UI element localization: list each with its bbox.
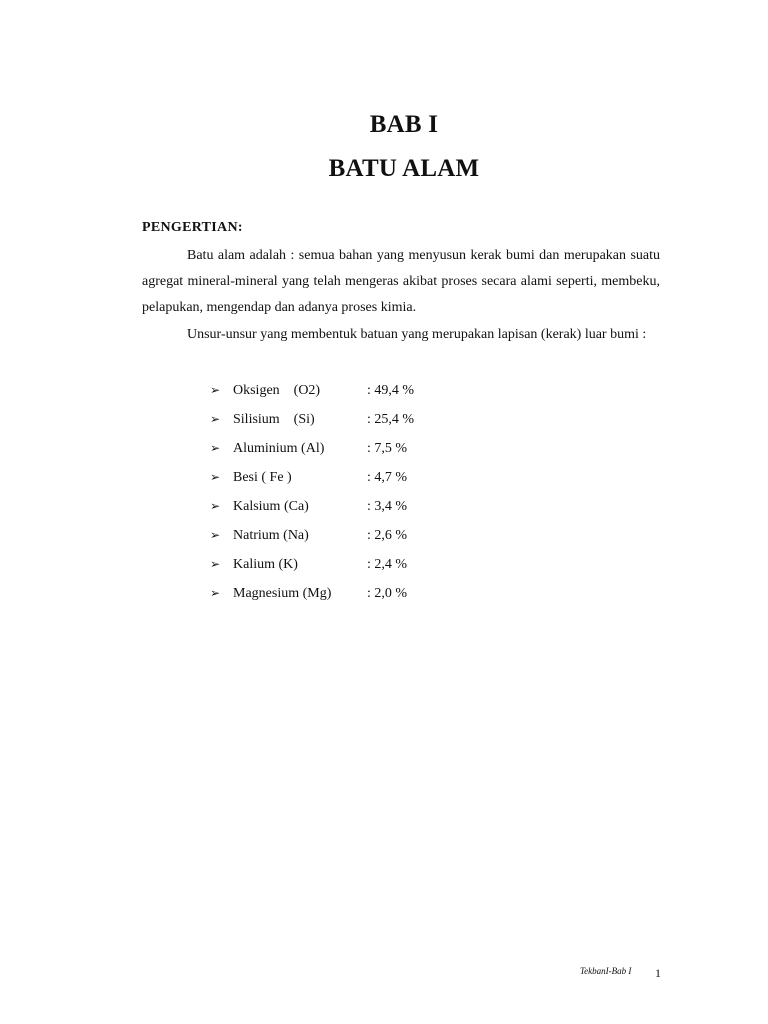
arrow-bullet-icon: ➢ (210, 470, 221, 484)
element-name: Kalium (K) (233, 557, 298, 572)
element-name: Magnesium (Mg) (233, 586, 332, 601)
element-percentage: : 3,4 % (367, 499, 408, 514)
list-item (210, 550, 510, 579)
element-percentage: : 25,4 % (367, 412, 415, 427)
element-percentage: : 7,5 % (367, 441, 408, 456)
element-name: Aluminium (Al) (233, 441, 325, 456)
list-item (210, 376, 510, 405)
list-item (210, 405, 510, 434)
list-item (210, 579, 510, 608)
list-item (210, 434, 510, 463)
element-name: Silisium (Si) (233, 412, 315, 427)
arrow-bullet-icon: ➢ (210, 383, 221, 397)
element-percentage: : 4,7 % (367, 470, 408, 485)
element-percentage: : 2,0 % (367, 586, 408, 601)
element-name: Kalsium (Ca) (233, 499, 309, 514)
list-item (210, 492, 510, 521)
element-name: Oksigen (O2) (233, 383, 321, 398)
paragraph-elements-intro: Unsur-unsur yang membentuk batuan yang merupakan lapisan (kerak) luar bumi : (187, 327, 647, 342)
list-item (210, 463, 510, 492)
footer-label: TekbanI-Bab I (580, 966, 632, 976)
paragraph-definition: Batu alam adalah : semua bahan yang menyusun kerak bumi dan merupakan suatu agregat mineral-mineral yang telah mengeras akibat proses secara alami seperti, membeku, pelapukan, mengendap dan adanya proses kimia. (142, 248, 660, 315)
element-name: Natrium (Na) (233, 528, 309, 543)
list-item (210, 521, 510, 550)
element-list (210, 376, 510, 608)
arrow-bullet-icon: ➢ (210, 557, 221, 571)
section-heading: PENGERTIAN: (142, 220, 243, 235)
arrow-bullet-icon: ➢ (210, 499, 221, 513)
arrow-bullet-icon: ➢ (210, 528, 221, 542)
element-name: Besi ( Fe ) (233, 470, 292, 485)
chapter-number: BAB I (369, 111, 439, 138)
page-number: 1 (655, 966, 661, 980)
chapter-title: BATU ALAM (328, 155, 480, 182)
element-percentage: : 2,4 % (367, 557, 408, 572)
arrow-bullet-icon: ➢ (210, 441, 221, 455)
arrow-bullet-icon: ➢ (210, 586, 221, 600)
arrow-bullet-icon: ➢ (210, 412, 221, 426)
element-percentage: : 49,4 % (367, 383, 415, 398)
element-percentage: : 2,6 % (367, 528, 408, 543)
